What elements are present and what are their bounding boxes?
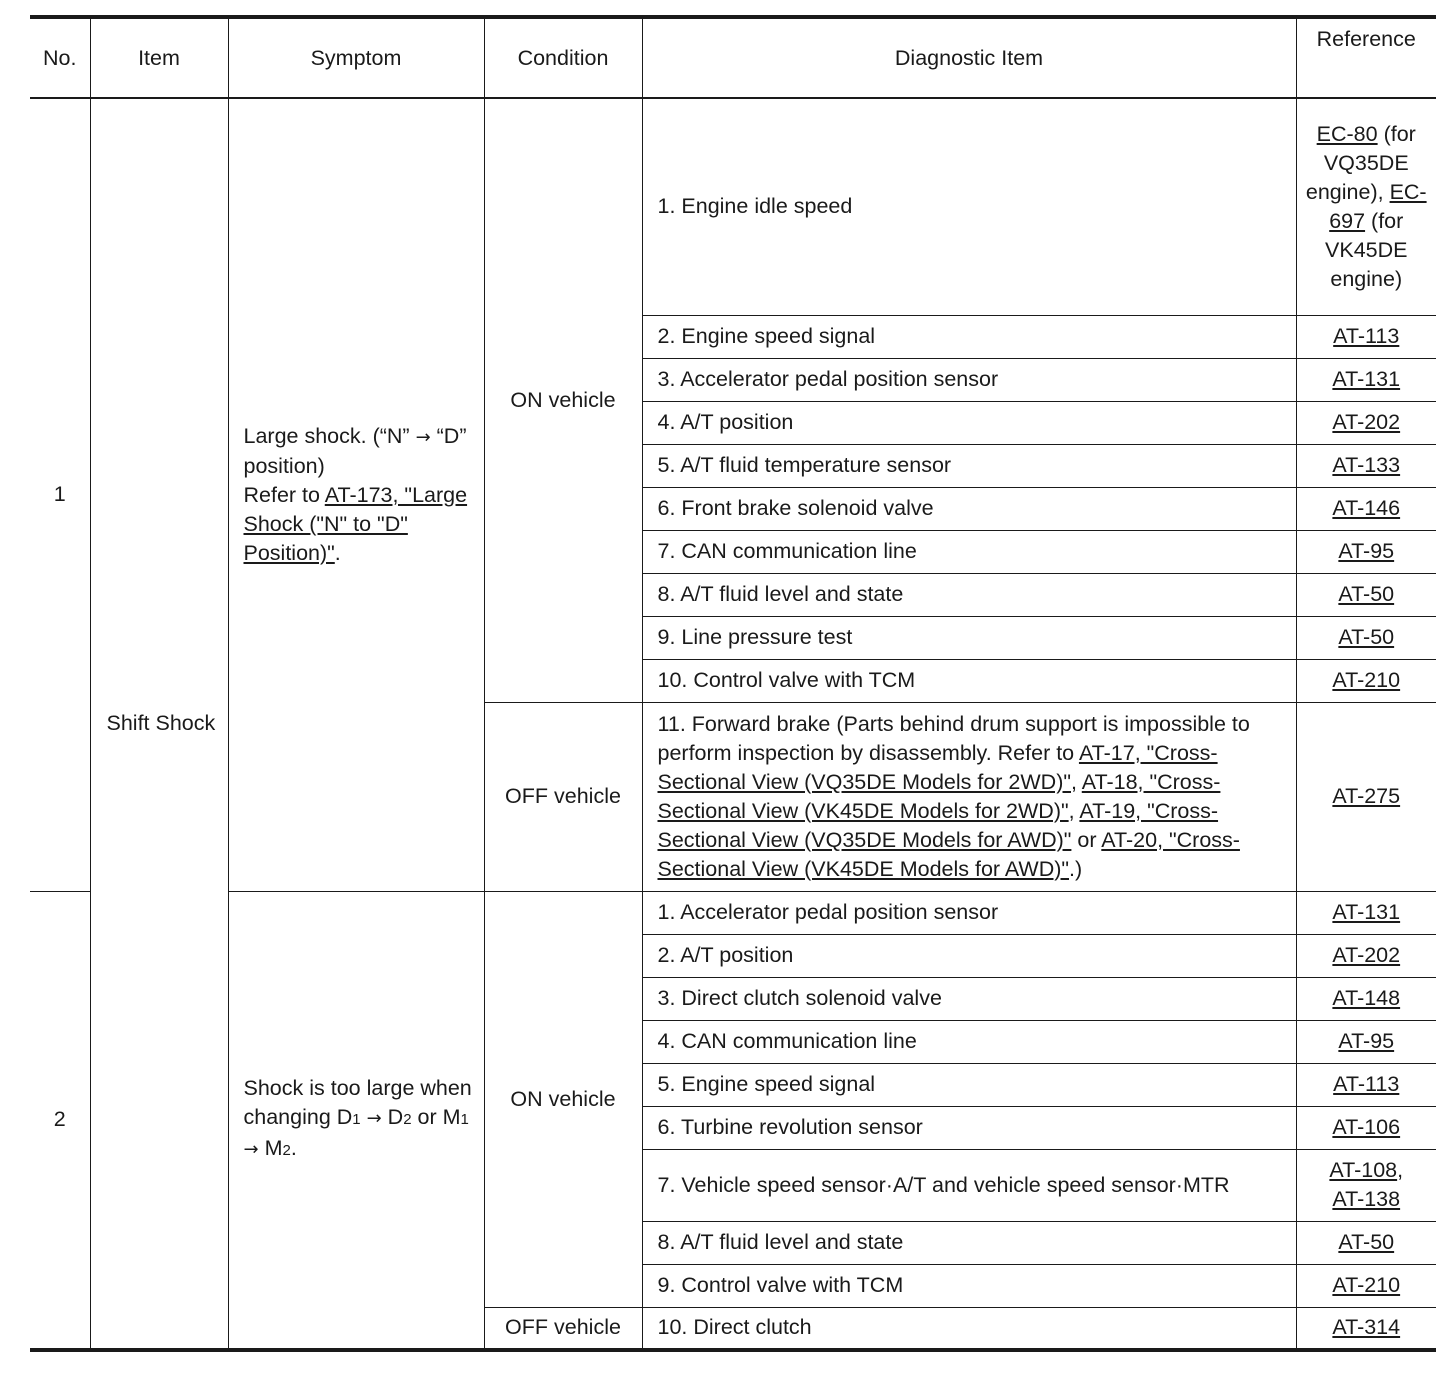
reference-cell [1296, 573, 1436, 616]
reference-link[interactable]: AT-50 [1338, 582, 1395, 606]
arrow-icon: → [243, 1139, 259, 1161]
symptom-cell [228, 891, 484, 1350]
reference-cell [1296, 659, 1436, 702]
table-row [30, 98, 1436, 315]
diagnostic-text: 11. Forward brake (Parts behind drum support is impossible to perform inspection by disassembly. Refer to [657, 711, 1250, 765]
symptom-text: D [381, 1105, 404, 1130]
reference-cell [1296, 934, 1436, 977]
diagnostic-text: , [1071, 769, 1082, 794]
reference-link[interactable]: AT-19, "Cross-Sectional View (VQ35DE Models for AWD)" [657, 798, 1219, 852]
reference-link[interactable]: AT-95 [1338, 539, 1395, 563]
reference-link[interactable]: AT-131 [1332, 367, 1401, 391]
header-condition: Condition [484, 17, 642, 98]
reference-link[interactable]: AT-108 [1329, 1158, 1398, 1182]
diagnostic-table [30, 15, 1436, 1352]
reference-link[interactable]: AT-113 [1333, 324, 1400, 348]
subscript: 1 [352, 1111, 361, 1129]
header-symptom: Symptom [228, 17, 484, 98]
diagnostic-item: 9. Control valve with TCM [642, 1264, 1296, 1307]
diagnostic-text: or [1071, 827, 1102, 852]
reference-cell [1296, 401, 1436, 444]
symptom-cell [228, 98, 484, 891]
arrow-icon: → [415, 426, 431, 448]
diagnostic-item: 4. CAN communication line [642, 1020, 1296, 1063]
diagnostic-item: 8. A/T fluid level and state [642, 1221, 1296, 1264]
diagnostic-item: 8. A/T fluid level and state [642, 573, 1296, 616]
reference-link[interactable]: AT-18, "Cross-Sectional View (VK45DE Models for 2WD)" [657, 769, 1221, 823]
reference-text: , [1397, 1158, 1404, 1182]
reference-cell [1296, 1106, 1436, 1149]
diagnostic-item: 5. A/T fluid temperature sensor [642, 444, 1296, 487]
reference-link[interactable]: AT-146 [1332, 496, 1401, 520]
reference-link[interactable]: AT-314 [1332, 1315, 1401, 1340]
diagnostic-item: 6. Turbine revolution sensor [642, 1106, 1296, 1149]
reference-cell [1296, 891, 1436, 934]
reference-cell [1296, 530, 1436, 573]
header-reference: Reference [1296, 17, 1436, 98]
header-no: No. [30, 17, 90, 98]
table-row [30, 891, 1436, 934]
diagnostic-item [642, 702, 1296, 891]
reference-cell [1296, 977, 1436, 1020]
subscript: 2 [282, 1142, 291, 1160]
item-cell: Shift Shock [90, 98, 228, 1350]
reference-cell [1296, 315, 1436, 358]
reference-cell [1296, 1264, 1436, 1307]
diagnostic-item: 3. Direct clutch solenoid valve [642, 977, 1296, 1020]
reference-cell [1296, 616, 1436, 659]
diagnostic-item: 7. CAN communication line [642, 530, 1296, 573]
reference-cell [1296, 1063, 1436, 1106]
reference-link[interactable]: AT-210 [1332, 668, 1401, 692]
group-number: 2 [30, 891, 90, 1350]
reference-link[interactable]: AT-210 [1332, 1273, 1401, 1297]
condition-cell: OFF vehicle [484, 702, 642, 891]
diagnostic-item: 7. Vehicle speed sensor·A/T and vehicle speed sensor·MTR [642, 1149, 1296, 1221]
reference-link[interactable]: AT-131 [1332, 900, 1401, 924]
symptom-text: Shock is too large when changing D [243, 1076, 472, 1130]
diagnostic-item: 6. Front brake solenoid valve [642, 487, 1296, 530]
diagnostic-item: 2. A/T position [642, 934, 1296, 977]
diagnostic-item: 5. Engine speed signal [642, 1063, 1296, 1106]
reference-link[interactable]: AT-20, "Cross-Sectional View (VK45DE Models for AWD)" [657, 827, 1240, 881]
reference-text: (for VK45DE engine) [1325, 208, 1408, 291]
diagnostic-item: 1. Engine idle speed [642, 98, 1296, 315]
reference-cell [1296, 1221, 1436, 1264]
condition-cell: OFF vehicle [484, 1307, 642, 1350]
symptom-text: M [258, 1136, 283, 1161]
reference-link[interactable]: EC-697 [1329, 179, 1427, 233]
symptom-text: . [290, 1136, 297, 1161]
reference-link[interactable]: EC-80 [1316, 121, 1378, 146]
reference-link[interactable]: AT-95 [1338, 1029, 1395, 1053]
reference-text: (for VQ35DE engine), [1305, 121, 1416, 204]
reference-link[interactable]: AT-17, "Cross-Sectional View (VQ35DE Models for 2WD)" [657, 740, 1218, 794]
diagnostic-item: 1. Accelerator pedal position sensor [642, 891, 1296, 934]
reference-cell [1296, 487, 1436, 530]
reference-link[interactable]: AT-113 [1333, 1072, 1400, 1096]
reference-link[interactable]: AT-50 [1338, 1230, 1395, 1254]
reference-link[interactable]: AT-133 [1332, 453, 1401, 477]
reference-cell [1296, 1020, 1436, 1063]
reference-link[interactable]: AT-202 [1332, 410, 1401, 434]
reference-link[interactable]: AT-275 [1332, 784, 1401, 808]
condition-cell: ON vehicle [484, 98, 642, 702]
reference-cell [1296, 702, 1436, 891]
diagnostic-item: 2. Engine speed signal [642, 315, 1296, 358]
symptom-text: Large shock. (“N” [243, 423, 416, 448]
diagnostic-item: 10. Direct clutch [642, 1307, 1296, 1350]
reference-link[interactable]: AT-173, "Large Shock ("N" to "D" Position)" [243, 482, 468, 565]
reference-link[interactable]: AT-50 [1338, 625, 1395, 649]
reference-cell [1296, 358, 1436, 401]
diagnostic-item: 10. Control valve with TCM [642, 659, 1296, 702]
symptom-text: “D” position) [243, 423, 467, 478]
symptom-text: or M [411, 1105, 461, 1130]
diagnostic-text: .) [1069, 856, 1083, 881]
reference-cell [1296, 98, 1436, 315]
symptom-text: Refer to [243, 482, 325, 507]
reference-cell [1296, 444, 1436, 487]
reference-link[interactable]: AT-202 [1332, 943, 1401, 967]
diagnostic-item: 9. Line pressure test [642, 616, 1296, 659]
reference-cell [1296, 1307, 1436, 1350]
arrow-icon: → [366, 1108, 382, 1130]
diagnostic-text: , [1068, 798, 1080, 823]
subscript: 2 [403, 1111, 412, 1129]
group-number: 1 [30, 98, 90, 891]
header-item: Item [90, 17, 228, 98]
reference-cell [1296, 1149, 1436, 1221]
header-diagnostic-item: Diagnostic Item [642, 17, 1296, 98]
diagnostic-item: 3. Accelerator pedal position sensor [642, 358, 1296, 401]
subscript: 1 [460, 1111, 469, 1129]
reference-link[interactable]: AT-106 [1332, 1115, 1401, 1139]
symptom-text: . [334, 540, 341, 565]
header-row [30, 17, 1436, 98]
diagnostic-item: 4. A/T position [642, 401, 1296, 444]
reference-link[interactable]: AT-138 [1332, 1187, 1401, 1211]
reference-link[interactable]: AT-148 [1332, 986, 1401, 1010]
condition-cell: ON vehicle [484, 891, 642, 1307]
